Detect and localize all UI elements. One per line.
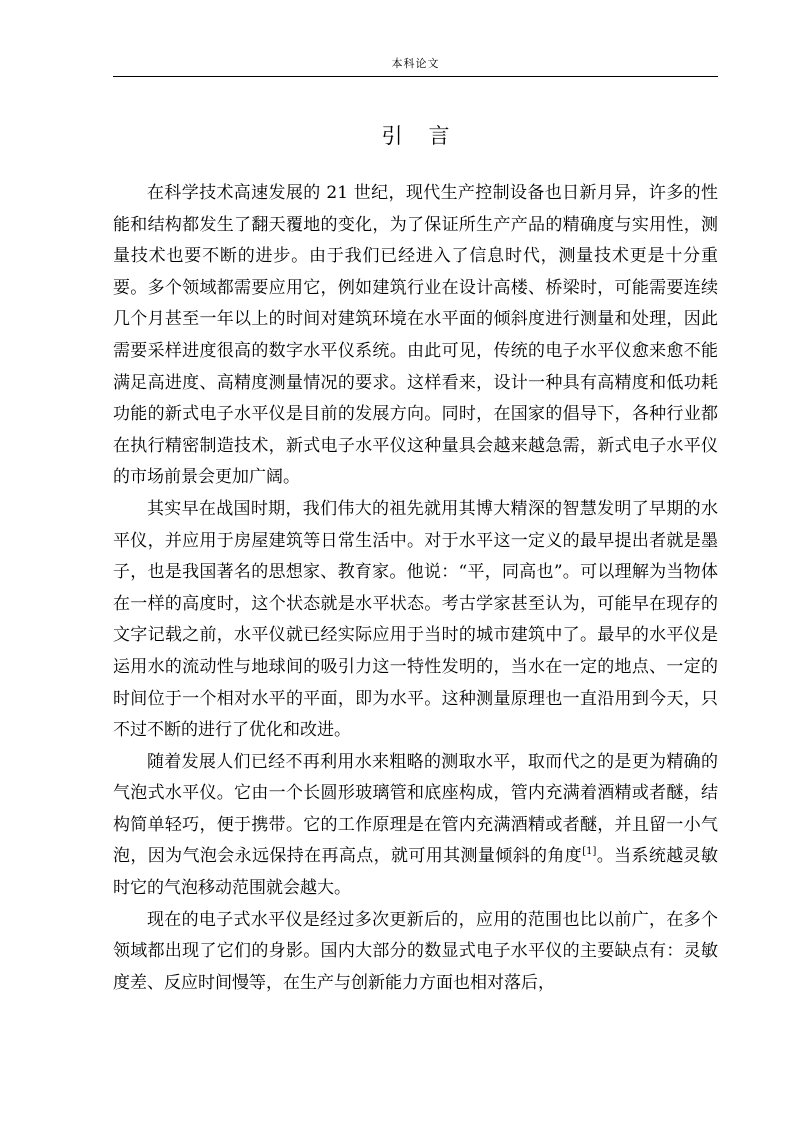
- paragraph-4: 现在的电子式水平仪是经过多次更新后的，应用的范围也比以前广，在多个领域都出现了它们的身影。国内大部分的数显式电子水平仪的主要缺点有：灵敏度差、反应时间慢等，在生产与创新能力方面也相对落后，: [113, 909, 718, 993]
- section-title: 引言: [381, 124, 476, 148]
- running-header: 本科论文: [391, 57, 440, 70]
- body-text: [113, 178, 718, 999]
- paragraph-2: 其实早在战国时期，我们伟大的祖先就用其博大精深的智慧发明了早期的水平仪，并应用于房屋建筑等日常生活中。对于水平这一定义的最早提出者就是墨子，也是我国著名的思想家、教育家。他说：“平，同高也”。可以理解为当物体在一样的高度时，这个状态就是水平状态。考古学家甚至认为，可能早在现存的文字记载之前，水平仪就已经实际应用于当时的城市建筑中了。最早的水平仪是运用水的流动性与地球间的吸引力这一特性发明的，当水在一定的地点、一定的时间位于一个相对水平的平面，即为水平。这种测量原理也一直沿用到今天，只不过不断的进行了优化和改进。: [113, 498, 718, 741]
- paragraph-1: 在科学技术高速发展的 21 世纪，现代生产控制设备也日新月异，许多的性能和结构都发生了翻天覆地的变化，为了保证所生产产品的精确度与实用性，测量技术也要不断的进步。由于我们已经进入了信息时代，测量技术更是十分重要。多个领域都需要应用它，例如建筑行业在设计高楼、桥梁时，可能需要连续几个月甚至一年以上的时间对建筑环境在水平面的倾斜度进行测量和处理，因此需要采样进度很高的数字水平仪系统。由此可见，传统的电子水平仪愈来愈不能满足高进度、高精度测量情况的要求。这样看来，设计一种具有高精度和低功耗功能的新式电子水平仪是目前的发展方向。同时，在国家的倡导下，各种行业都在执行精密制造技术，新式电子水平仪这种量具会越来越急需，新式电子水平仪的市场前景会更加广阔。: [113, 183, 718, 488]
- header-rule: [113, 76, 718, 77]
- citation-reference: [1]: [582, 846, 597, 858]
- paragraph-3-text-before: 随着发展人们已经不再利用水来粗略的测取水平，取而代之的是更为精确的气泡式水平仪。它由一个长圆形玻璃管和底座构成，管内充满着酒精或者醚，结构简单轻巧，便于携带。它的工作原理是在管内充满酒精或者醚，并且留一小气泡，因为气泡会永远保持在再高点，就可用其测量倾斜的角度: [113, 751, 718, 867]
- paragraph-3-text-after: 。当系统越灵敏时它的气泡移动范围就会越大。: [113, 846, 719, 899]
- paragraph-3: [113, 747, 718, 905]
